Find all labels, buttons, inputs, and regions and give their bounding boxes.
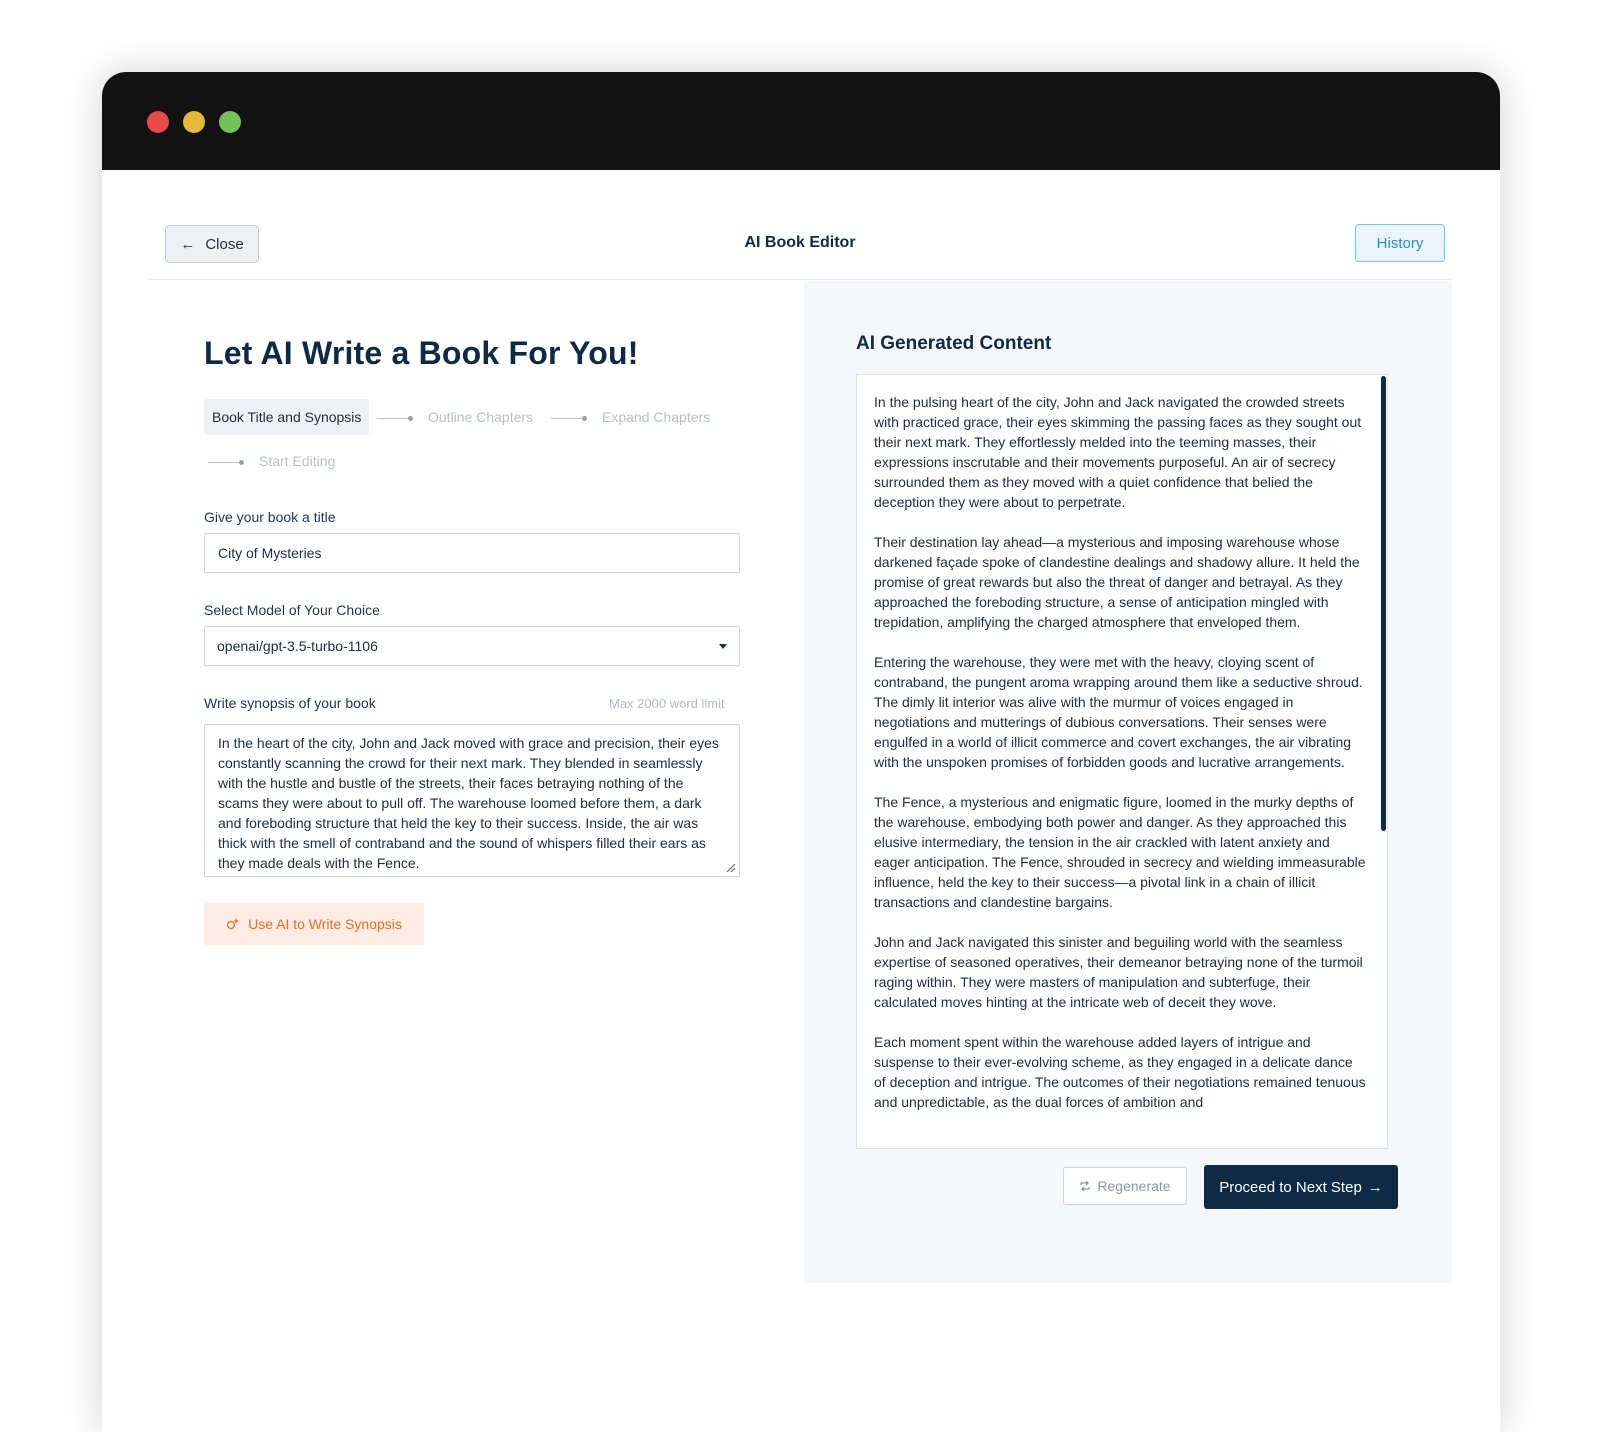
content-paragraph: John and Jack navigated this sinister and beguiling world with the seamless expertise of seasoned operatives, their demeanor betraying none of the turmoil raging within. They were masters of manipulation and subterfuge, their calculated moves hinting at the intricate web of deceit they wove. [874,934,1363,1010]
editor-header [148,170,1452,280]
synopsis-textarea[interactable] [204,724,740,877]
proceed-next-step-button[interactable] [1204,1165,1398,1209]
left-pane [148,281,804,1283]
window-titlebar [102,72,1500,170]
step-connector [377,418,411,419]
page-title: Let AI Write a Book For You! [204,335,639,371]
right-pane [804,281,1452,1283]
arrow-left-icon: ← [180,235,196,253]
content-paragraph: Each moment spent within the warehouse added layers of intrigue and suspense to their ever-evolving scheme, as they engaged in a delicate dance of deception and intrigue. The outcomes of their negotiations remained tenuous and unpredictable, as the dual forces of ambition and [874,1034,1366,1110]
content-paragraph: The Fence, a mysterious and enigmatic figure, loomed in the murky depths of the warehouse, embodying both power and danger. As they approached this elusive intermediary, the tension in the air crackled with latent anxiety and eager anticipation. The Fence, shrouded in secrecy and wielding immeasurable influence, held the key to their success—a pivotal link in a chain of illicit transactions and clandestine bargains. [874,794,1366,910]
proceed-label: Proceed to Next Step [1219,1178,1362,1196]
close-button-label: Close [205,235,244,253]
caret-down-icon [719,644,727,649]
step-connector [208,462,242,463]
content-paragraph: In the pulsing heart of the city, John and Jack navigated the crowded streets with practiced grace, their eyes skimming the passing faces as they sought out their next mark. They effortlessly melded into the teeming masses, their expressions inscrutable and their movements purposeful. An air of secrecy surrounded them as they moved with a quiet confidence that belied the deception they were about to perpetrate. [874,394,1362,510]
step-start-editing[interactable]: Start Editing [259,453,336,469]
synopsis-text: In the heart of the city, John and Jack moved with grace and precision, their eyes constantly scanning the crowd for their next mark. They blended in seamlessly with the hustle and bustle of the streets, their faces betraying nothing of the scams they were about to pull off. The warehouse loomed before them, a dark and foreboding structure that held the key to their success. Inside, the air was thick with the smell of contraband and the sound of whispers filled their ears as they made deals with the Fence. [218,735,719,871]
content-paragraph: Their destination lay ahead—a mysterious and imposing warehouse whose darkened façade spoke of clandestine dealings and shadowy allure. It held the promise of great rewards but also the threat of danger and betrayal. As they approached the foreboding structure, a sense of anticipation mingled with trepidation, amplifying the charged atmosphere that enveloped them. [874,534,1360,630]
arrow-right-icon: → [1367,1178,1383,1196]
sparkle-icon [226,917,240,931]
use-ai-synopsis-label: Use AI to Write Synopsis [248,916,402,932]
model-select-value: openai/gpt-3.5-turbo-1106 [217,638,378,654]
generated-content-text [874,392,1366,1132]
step-outline-chapters[interactable]: Outline Chapters [428,409,534,425]
refresh-icon [1079,1180,1091,1192]
window-close-dot[interactable] [147,111,169,133]
content-paragraph: Entering the warehouse, they were met with the heavy, cloying scent of contraband, the pungent aroma wrapping around them like a seductive shroud. The dimly lit interior was alive with the murmur of voices engaged in negotiations and mutterings of dubious conversations. Their senses were engulfed in a world of illicit commerce and covert exchanges, the air vibrating with the unspoken promises of forbidden goods and lucrative arrangements. [874,654,1363,770]
title-input-value: City of Mysteries [218,545,322,561]
resize-handle-icon[interactable] [726,863,736,873]
window-maximize-dot[interactable] [219,111,241,133]
step-book-title-synopsis[interactable]: Book Title and Synopsis [204,399,369,435]
content-scrollbar[interactable] [1381,376,1386,831]
app-window [102,72,1500,1432]
history-button[interactable]: History [1355,224,1445,262]
app-title: AI Book Editor [744,234,856,251]
generated-content-title: AI Generated Content [856,333,1052,354]
model-select[interactable] [204,626,740,666]
model-field-label: Select Model of Your Choice [204,602,380,618]
window-minimize-dot[interactable] [183,111,205,133]
title-field-label: Give your book a title [204,509,336,525]
step-connector [551,418,585,419]
title-input[interactable] [204,533,740,573]
regenerate-button[interactable] [1063,1167,1187,1205]
synopsis-field-label: Write synopsis of your book [204,695,376,711]
regenerate-label: Regenerate [1097,1178,1171,1194]
use-ai-synopsis-button[interactable] [204,903,424,945]
generated-content-box[interactable] [856,374,1388,1149]
step-expand-chapters[interactable]: Expand Chapters [602,409,711,425]
synopsis-word-limit: Max 2000 word limit [609,696,725,711]
